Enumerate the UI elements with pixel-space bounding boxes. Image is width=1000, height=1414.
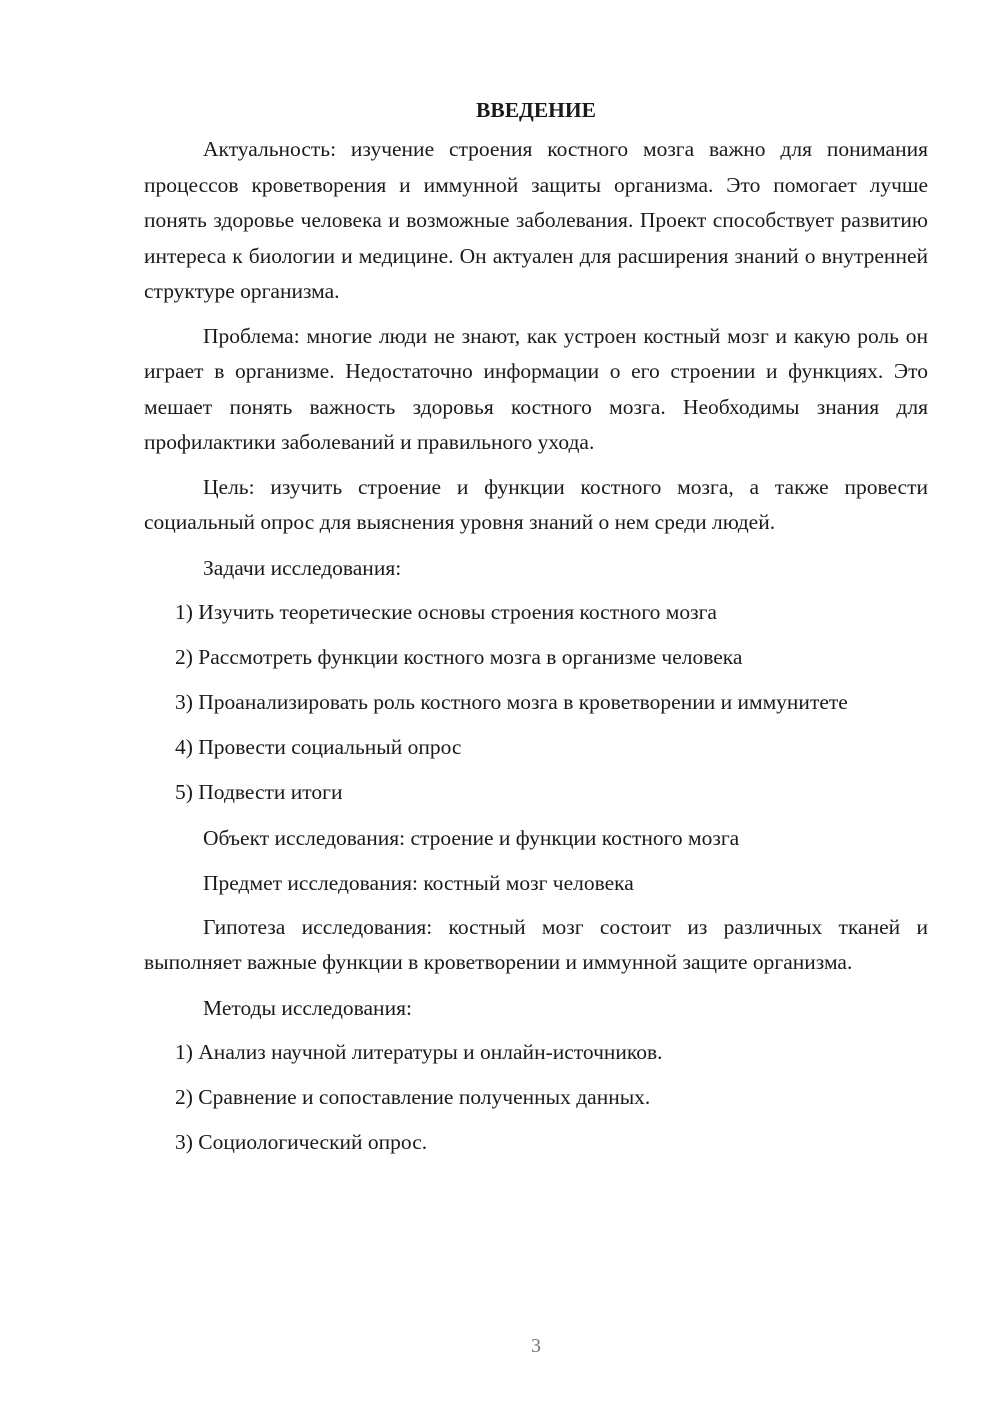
research-object: Объект исследования: строение и функции костного мозга: [203, 825, 740, 850]
tasks-heading: Задачи исследования:: [203, 555, 402, 580]
goal-paragraph: Цель: изучить строение и функции костного мозга, а также провести социальный опрос для выяснения уровня знаний о нем среди людей.: [144, 474, 928, 534]
section-title: ВВЕДЕНИЕ: [476, 98, 596, 122]
page-number: 3: [531, 1335, 541, 1357]
list-item: 3) Социологический опрос.: [175, 1129, 428, 1154]
list-item: 2) Рассмотреть функции костного мозга в организме человека: [175, 644, 743, 669]
list-item: 1) Изучить теоретические основы строения костного мозга: [175, 599, 717, 624]
research-subject: Предмет исследования: костный мозг человека: [203, 870, 634, 895]
hypothesis-paragraph: Гипотеза исследования: костный мозг состоит из различных тканей и выполняет важные функции в кроветворении и иммунной защите организма.: [144, 914, 928, 974]
problem-paragraph: Проблема: многие люди не знают, как устроен костный мозг и какую роль он играет в организме. Недостаточно информации о его строении и функциях. Это мешает понять важность здоровья костного мозга. Необходимы знания для профилактики заболеваний и правильного ухода.: [144, 323, 928, 454]
list-item: 4) Провести социальный опрос: [175, 734, 462, 759]
list-item: 5) Подвести итоги: [175, 779, 343, 804]
list-item: 2) Сравнение и сопоставление полученных данных.: [175, 1084, 651, 1109]
methods-heading: Методы исследования:: [203, 995, 412, 1020]
document-page: [144, 92, 928, 1170]
list-item: 1) Анализ научной литературы и онлайн-источников.: [175, 1039, 663, 1064]
list-item: 3) Проанализировать роль костного мозга в кроветворении и иммунитете: [175, 689, 848, 714]
tasks-list: [144, 595, 928, 811]
relevance-paragraph: Актуальность: изучение строения костного мозга важно для понимания процессов кроветворения и иммунной защиты организма. Это помогает лучше понять здоровье человека и возможные заболевания. Проект способствует развитию интереса к биологии и медицине. Он актуален для расширения знаний о внутренней структуре организма.: [144, 137, 928, 303]
methods-list: [144, 1035, 928, 1161]
